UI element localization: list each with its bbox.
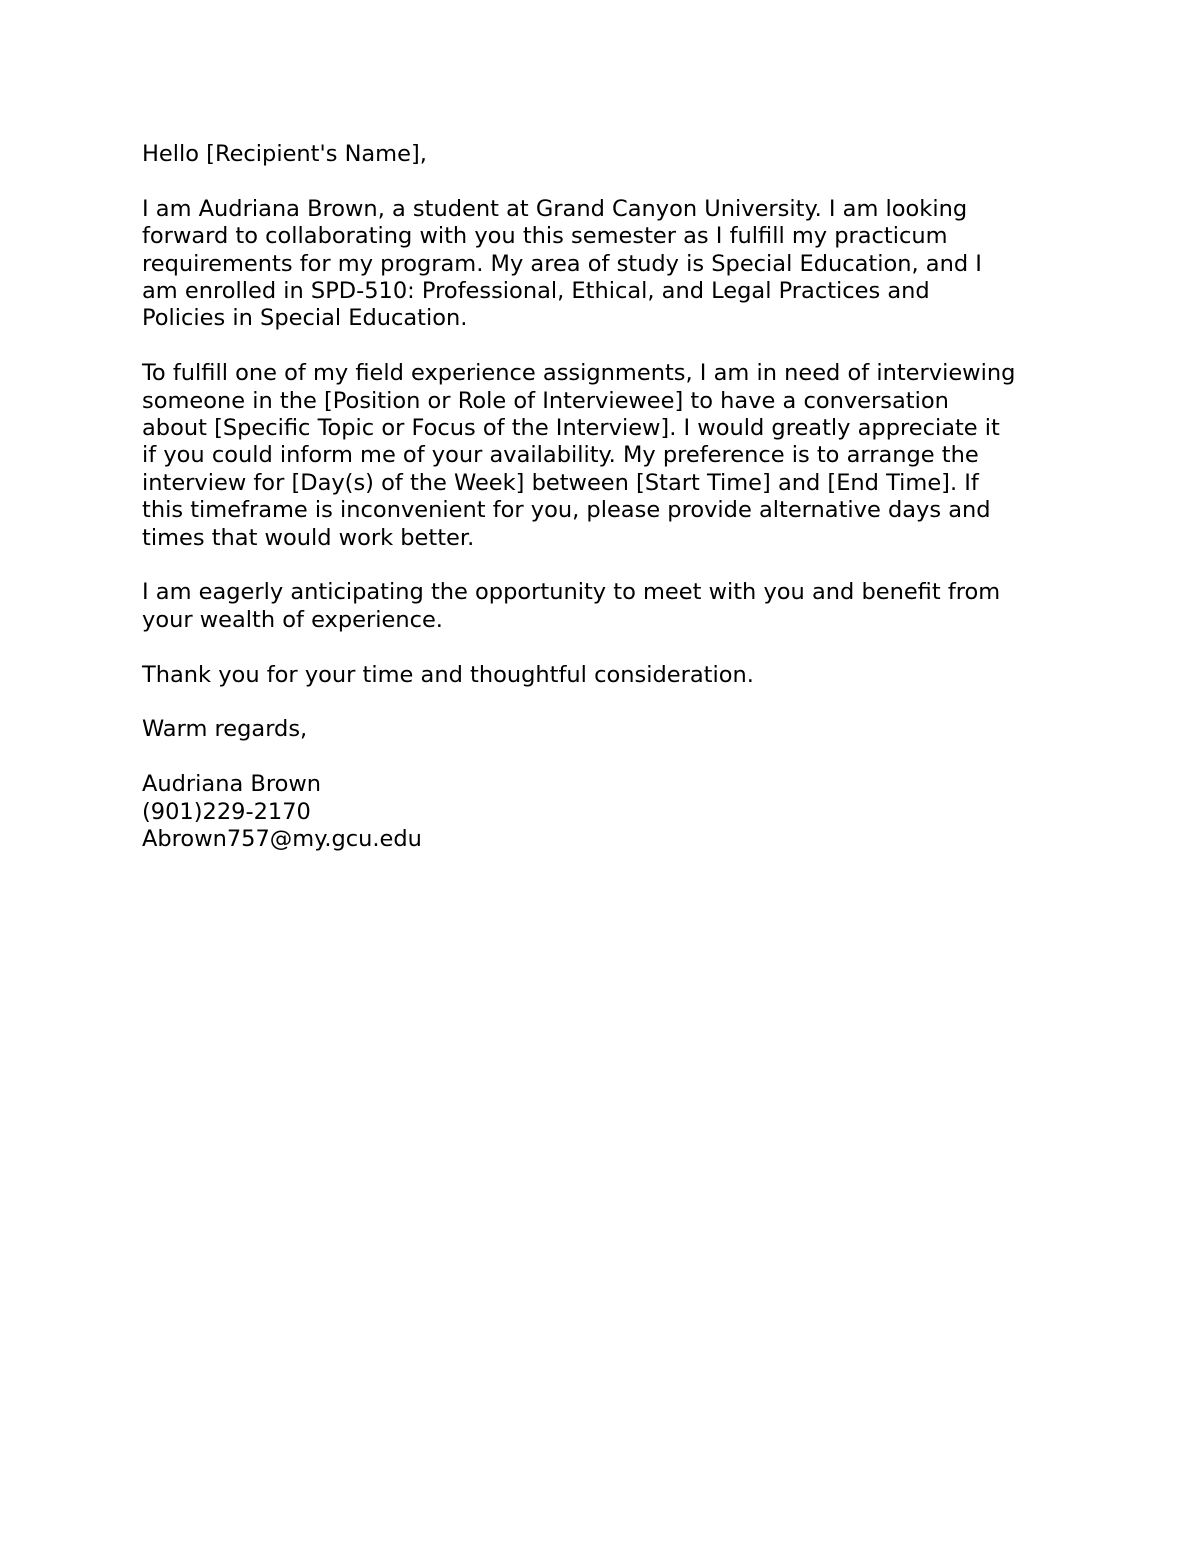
request-line: To fulfill one of my field experience assignments, I am in need of interviewing: [142, 360, 1016, 387]
anticipation-line: your wealth of experience.: [142, 606, 443, 633]
anticipation-line: I am eagerly anticipating the opportunity to meet with you and benefit from: [142, 579, 1001, 606]
closing: Warm regards,: [142, 716, 308, 743]
request-line: interview for [Day(s) of the Week] between [Start Time] and [End Time]. If: [142, 469, 979, 496]
intro-line: I am Audriana Brown, a student at Grand Canyon University. I am looking: [142, 195, 968, 222]
intro-line: Policies in Special Education.: [142, 305, 468, 332]
greeting: Hello [Recipient's Name],: [142, 141, 427, 167]
signature-phone: (901)229-2170: [142, 798, 311, 825]
signature-name: Audriana Brown: [142, 771, 322, 798]
intro-line: requirements for my program. My area of study is Special Education, and I: [142, 250, 982, 277]
anticipation-paragraph: [142, 579, 1082, 634]
intro-line: forward to collaborating with you this semester as I fulfill my practicum: [142, 223, 948, 250]
request-line: about [Specific Topic or Focus of the Interview]. I would greatly appreciate it: [142, 415, 1000, 442]
letter-body: [142, 141, 1082, 853]
request-line: times that would work better.: [142, 524, 475, 551]
intro-line: am enrolled in SPD-510: Professional, Ethical, and Legal Practices and: [142, 278, 930, 305]
thanks-paragraph: Thank you for your time and thoughtful consideration.: [142, 661, 754, 688]
request-line: if you could inform me of your availability. My preference is to arrange the: [142, 442, 979, 469]
request-paragraph: [142, 360, 1082, 552]
request-line: someone in the [Position or Role of Interviewee] to have a conversation: [142, 387, 949, 414]
signature-block: [142, 771, 1082, 853]
signature-email: Abrown757@my.gcu.edu: [142, 826, 422, 853]
request-line: this timeframe is inconvenient for you, please provide alternative days and: [142, 497, 991, 524]
intro-paragraph: [142, 196, 1082, 333]
